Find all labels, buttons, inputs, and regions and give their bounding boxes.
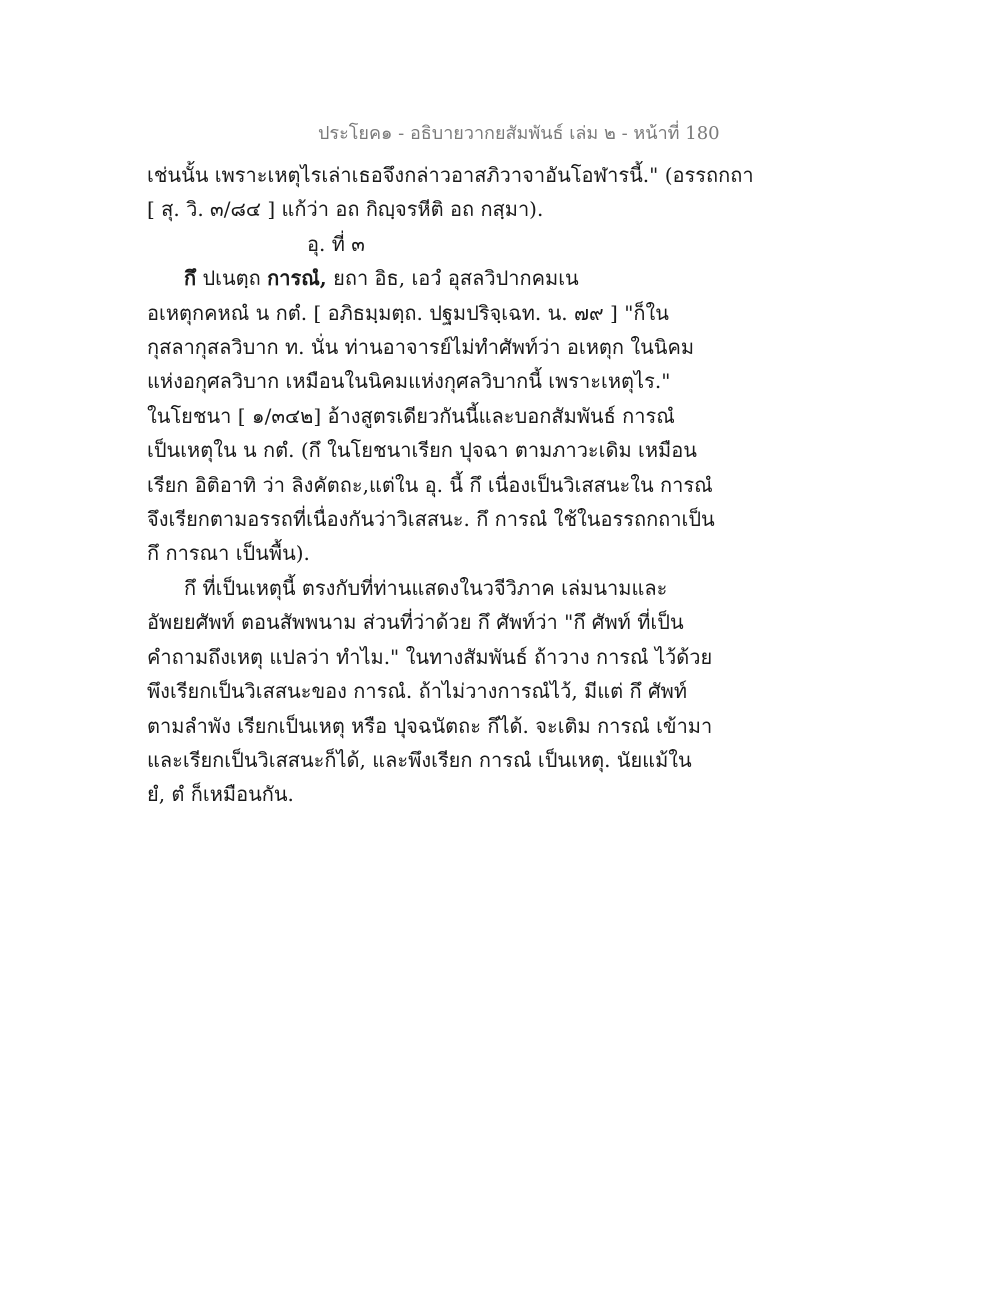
text-line-12: กึ การณา เป็นพื้น). xyxy=(147,541,310,566)
text-line-18: และเรียกเป็นวิเสสนะก็ได้, และพึงเรียก การณํ เป็นเหตุ. นัยแม้ใน xyxy=(147,747,692,772)
text-line-example-start xyxy=(147,261,707,295)
text-line-5: อเหตุกคหณํ น กตํ. [ อภิธมฺมตฺถ. ปฐมปริจฺเฉท. น. ๗๙ ] "ก็ใน xyxy=(147,300,669,325)
text-line-10: เรียก อิติอาทิ ว่า ลิงคัตถะ,แต่ใน อุ. นี้ กึ เนื่องเป็นวิเสสนะใน การณํ xyxy=(147,472,713,497)
text-line-1: เช่นนั้น เพราะเหตุไรเล่าเธอจึงกล่าวอาสภิวาจาอันโอฬารนี้." (อรรถกถา xyxy=(147,163,754,187)
text-line-13: กึ ที่เป็นเหตุนี้ ตรงกับที่ท่านแสดงในวจีวิภาค เล่มนามและ xyxy=(184,575,668,600)
text-line-7: แห่งอกุศลวิบาก เหมือนในนิคมแห่งกุศลวิบากนี้ เพราะเหตุไร." xyxy=(147,369,671,394)
text-line-19: ยํ, ตํ ก็เหมือนกัน. xyxy=(147,782,294,807)
text-line-15: คำถามถึงเหตุ แปลว่า ทำไม." ในทางสัมพันธ์ ถ้าวาง การณํ ไว้ด้วย xyxy=(147,644,713,669)
text-line-8: ในโยชนา [ ๑/๓๔๒] อ้างสูตรเดียวกันนี้และบอกสัมพันธ์ การณํ xyxy=(147,403,675,428)
running-header: ประโยค๑ - อธิบายวากยสัมพันธ์ เล่ม ๒ - หน้าที่ 180 xyxy=(318,123,720,144)
text-line-16: พึงเรียกเป็นวิเสสนะของ การณํ. ถ้าไม่วางการณํไว้, มีแต่ กึ ศัพท์ xyxy=(147,679,688,704)
bold-term-kim: กึ xyxy=(184,266,197,291)
text-fragment-panettha: ปเนตฺถ xyxy=(202,266,261,291)
text-line-11: จึงเรียกตามอรรถที่เนื่องกันว่าวิเสสนะ. กึ การณํ ใช้ในอรรถกถาเป็น xyxy=(147,507,715,532)
text-line-14: อัพยยศัพท์ ตอนสัพพนาม ส่วนที่ว่าด้วย กึ ศัพท์ว่า "กึ ศัพท์ ที่เป็น xyxy=(147,610,684,635)
text-line-17: ตามลำพัง เรียกเป็นเหตุ หรือ ปุจฉนัตถะ กึได้. จะเติม การณํ เข้ามา xyxy=(147,713,713,738)
text-line-2: [ สุ. วิ. ๓/๘๔ ] แก้ว่า อถ กิญฺจรหีติ อถ กสฺมา). xyxy=(147,197,544,222)
text-fragment-yatha: ยถา อิธ, เอวํ อุสลวิปากคมเน xyxy=(333,266,579,291)
text-line-9: เป็นเหตุใน น กตํ. (กึ ในโยชนาเรียก ปุจฉา ตามภาวะเดิม เหมือน xyxy=(147,438,697,463)
example-heading: อุ. ที่ ๓ xyxy=(307,231,365,256)
body-text xyxy=(147,158,754,812)
bold-term-karanam: การณํ, xyxy=(267,266,327,291)
text-line-6: กุสลากุสลวิบาก ท. นั่น ท่านอาจารย์ไม่ทำศัพท์ว่า อเหตุก ในนิคม xyxy=(147,335,695,360)
